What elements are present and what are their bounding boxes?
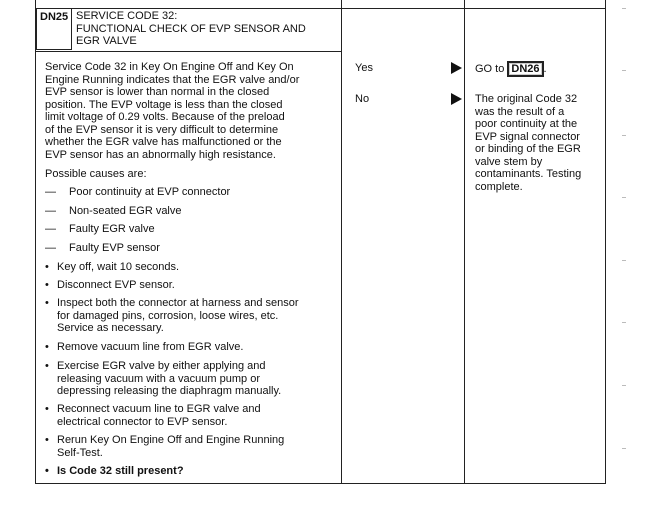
- procedure-step-text: Reconnect vacuum line to EGR valve and: [57, 403, 261, 415]
- procedure-step: [45, 341, 335, 354]
- arrow-right-icon: [451, 62, 462, 74]
- table-top-border: [35, 8, 606, 9]
- cause-text: Faulty EVP sensor: [69, 242, 160, 254]
- description-line: whether the EGR valve has malfunctioned or the: [45, 136, 282, 148]
- step-id: DN25: [36, 8, 72, 50]
- description-line: EVP sensor is lower than normal in the closed: [45, 86, 270, 98]
- procedure-step-text: releasing vacuum with a vacuum pump or: [57, 372, 260, 385]
- no-action: [475, 93, 597, 193]
- procedure-step: [45, 434, 335, 459]
- procedure-question: [45, 465, 335, 478]
- procedure-step-text: for damaged pins, corrosion, loose wires, etc.: [57, 309, 279, 322]
- dash-glyph: —: [45, 223, 56, 235]
- procedure-step: [45, 261, 335, 274]
- bullet-glyph: •: [45, 279, 49, 291]
- cause-item: [45, 186, 230, 198]
- no-action-line: The original Code 32: [475, 93, 578, 105]
- bullet-glyph: •: [45, 297, 49, 309]
- procedure-step-text: depressing releasing the diaphragm manually.: [57, 385, 282, 397]
- bullet-glyph: •: [45, 360, 49, 372]
- bullet-glyph: •: [45, 403, 49, 415]
- bullet-glyph: •: [45, 261, 49, 273]
- possible-causes-label: Possible causes are:: [45, 168, 147, 180]
- answer-yes-label: Yes: [355, 62, 373, 74]
- procedure-step: [45, 360, 335, 398]
- margin-tick: [622, 448, 626, 449]
- procedure-step: [45, 403, 335, 428]
- answer-no-label: No: [355, 93, 370, 105]
- procedure-step: [45, 297, 335, 335]
- description-paragraph: [45, 61, 335, 161]
- no-action-line: EVP signal connector: [475, 130, 580, 143]
- header-divider: [35, 51, 342, 52]
- procedure-step-text: Disconnect EVP sensor.: [57, 279, 175, 291]
- margin-tick: [622, 197, 626, 198]
- margin-tick: [622, 135, 626, 136]
- procedure-step-text: Inspect both the connector at harness and sensor: [57, 297, 299, 309]
- procedure-step-text: Remove vacuum line from EGR valve.: [57, 341, 244, 353]
- column-divider-1: [341, 0, 342, 484]
- step-title-line: FUNCTIONAL CHECK OF EVP SENSOR AND: [76, 22, 306, 35]
- goto-dn26-link[interactable]: DN26: [507, 61, 543, 77]
- description-line: position. The EVP voltage is less than the closed: [45, 98, 283, 111]
- cause-text: Faulty EGR valve: [69, 223, 155, 235]
- margin-tick: [622, 322, 626, 323]
- cause-text: Non-seated EGR valve: [69, 205, 182, 217]
- step-title: [76, 10, 336, 48]
- margin-tick: [622, 385, 626, 386]
- procedure-step: [45, 279, 335, 292]
- cause-text: Poor continuity at EVP connector: [69, 186, 231, 198]
- description-line: Engine Running indicates that the EGR valve and/or: [45, 73, 300, 86]
- dash-glyph: —: [45, 186, 56, 198]
- question-text: Is Code 32 still present?: [57, 465, 184, 477]
- procedure-step-text: Key off, wait 10 seconds.: [57, 261, 180, 273]
- table-right-border: [605, 0, 606, 484]
- bullet-glyph: •: [45, 465, 49, 477]
- description-line: Service Code 32 in Key On Engine Off and Key On: [45, 61, 294, 73]
- procedure-step-text: Service as necessary.: [57, 322, 164, 334]
- cause-item: [45, 223, 155, 235]
- margin-tick: [622, 8, 626, 9]
- description-line: limit voltage of 0.29 volts. Because of the preload: [45, 111, 285, 123]
- arrow-right-icon: [451, 93, 462, 105]
- procedure-step-text: electrical connector to EVP sensor.: [57, 415, 228, 428]
- no-action-line: or binding of the EGR: [475, 143, 581, 155]
- cause-item: [45, 205, 182, 217]
- no-action-line: complete.: [475, 180, 523, 193]
- step-title-line: SERVICE CODE 32:: [76, 10, 178, 22]
- no-action-line: valve stem by: [475, 155, 543, 168]
- procedure-step-text: Exercise EGR valve by either applying and: [57, 360, 266, 372]
- table-bottom-border: [35, 483, 606, 484]
- margin-tick: [622, 70, 626, 71]
- description-line: EVP sensor has an abnormally high resistance.: [45, 148, 276, 161]
- yes-action: [475, 61, 597, 77]
- goto-prefix: GO to: [475, 63, 505, 75]
- no-action-line: poor continuity at the: [475, 118, 578, 130]
- step-title-line: EGR VALVE: [76, 35, 137, 47]
- cause-item: [45, 242, 160, 254]
- column-divider-2: [464, 0, 465, 484]
- dash-glyph: —: [45, 205, 56, 217]
- margin-tick: [622, 260, 626, 261]
- no-action-line: was the result of a: [475, 105, 565, 118]
- table-left-border: [35, 0, 36, 484]
- description-line: of the EVP sensor it is very difficult to determine: [45, 123, 279, 136]
- no-action-line: contaminants. Testing: [475, 168, 582, 180]
- goto-suffix: .: [543, 63, 547, 75]
- dash-glyph: —: [45, 242, 56, 254]
- bullet-glyph: •: [45, 341, 49, 353]
- procedure-step-text: Self-Test.: [57, 446, 103, 459]
- bullet-glyph: •: [45, 434, 49, 446]
- procedure-step-text: Rerun Key On Engine Off and Engine Running: [57, 434, 285, 446]
